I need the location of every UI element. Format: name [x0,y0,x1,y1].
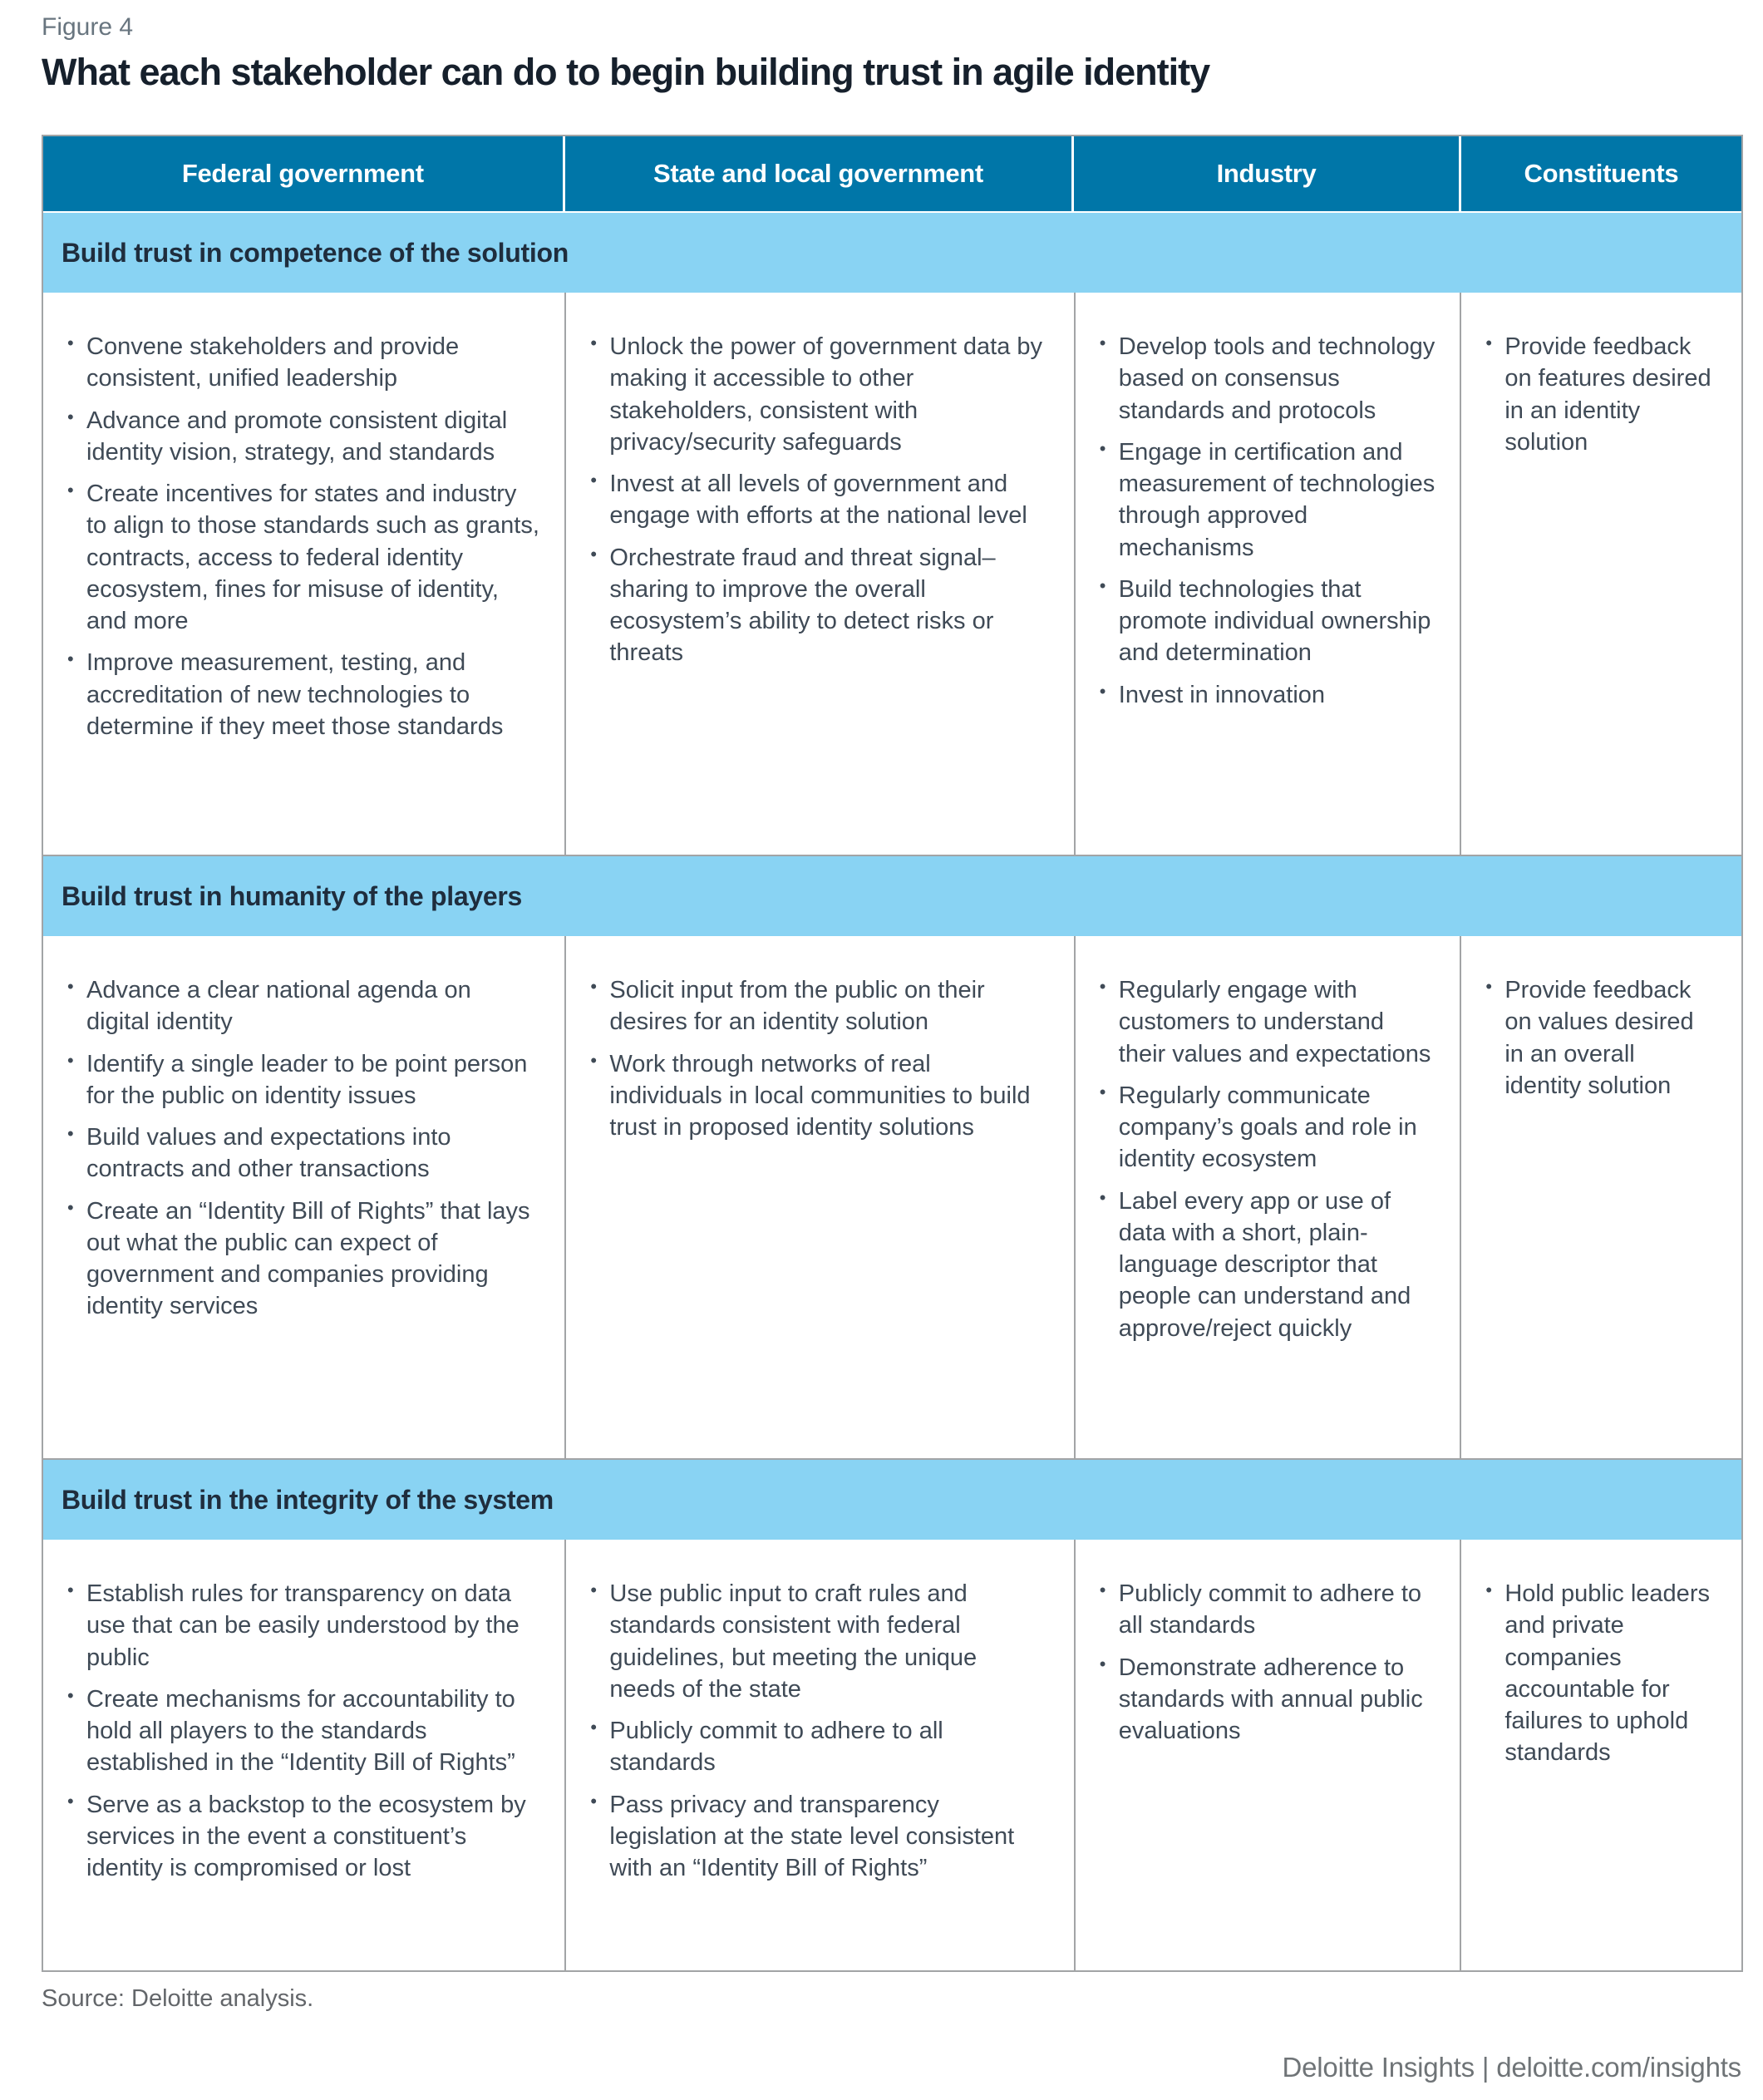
bullet-list-constituents [1483,974,1716,1102]
table-header-row [43,136,1741,211]
bullet-item: • Provide feedback on values desired in an overall identity solution [1483,974,1716,1102]
figure-label: Figure 4 [42,13,134,41]
column-header-industry: Industry [1074,136,1459,211]
bullet-item: • Create an “Identity Bill of Rights” that lays out what the public can expect of government and companies providing identity services [65,1195,539,1323]
cell-humanity-industry [1074,936,1460,1458]
bullet-list-state-local [588,974,1048,1143]
footer-separator: | [1474,2052,1497,2083]
bullet-item: • Regularly engage with customers to understand their values and expectations [1097,974,1436,1070]
bullet-item: • Develop tools and technology based on consensus standards and protocols [1097,331,1436,426]
cell-competence-state-local [564,293,1073,855]
section-row-humanity [43,936,1741,1460]
cell-humanity-constituents [1460,936,1741,1458]
bullet-item: • Create mechanisms for accountability to hold all players to the standards established in the “Identity Bill of Rights” [65,1683,539,1779]
bullet-list-state-local [588,1578,1048,1884]
bullet-list-industry [1097,1578,1436,1747]
source-note: Source: Deloitte analysis. [42,1985,314,2012]
column-header-constituents: Constituents [1461,136,1741,211]
section-heading-competence: Build trust in competence of the solution [43,213,1741,293]
stakeholder-table [42,135,1743,1972]
bullet-list-federal [65,1578,539,1884]
bullet-list-federal [65,974,539,1323]
cell-humanity-federal [43,936,564,1458]
footer-brand: Deloitte Insights [1282,2052,1475,2083]
bullet-item: • Advance and promote consistent digital identity vision, strategy, and standards [65,405,539,469]
bullet-item: • Engage in certification and measurement of technologies through approved mechanisms [1097,436,1436,564]
bullet-item: • Publicly commit to adhere to all standards [588,1715,1048,1779]
bullet-item: • Establish rules for transparency on data use that can be easily understood by the public [65,1578,539,1674]
bullet-item: • Work through networks of real individuals in local communities to build trust in proposed identity solutions [588,1048,1048,1144]
cell-integrity-industry [1074,1540,1460,1970]
section-heading-humanity: Build trust in humanity of the players [43,856,1741,936]
cell-competence-constituents [1460,293,1741,855]
bullet-item: • Advance a clear national agenda on digital identity [65,974,539,1038]
cell-integrity-federal [43,1540,564,1970]
bullet-list-federal [65,331,539,742]
bullet-item: • Identify a single leader to be point person for the public on identity issues [65,1048,539,1112]
bullet-list-industry [1097,331,1436,711]
cell-competence-federal [43,293,564,855]
bullet-item: • Build values and expectations into contracts and other transactions [65,1121,539,1186]
figure-title: What each stakeholder can do to begin building trust in agile identity [42,51,1210,93]
column-header-federal-government: Federal government [43,136,563,211]
bullet-item: • Regularly communicate company’s goals and role in identity ecosystem [1097,1080,1436,1176]
bullet-item: • Invest at all levels of government and engage with efforts at the national level [588,468,1048,532]
bullet-item: • Solicit input from the public on their desires for an identity solution [588,974,1048,1038]
section-heading-integrity: Build trust in the integrity of the system [43,1460,1741,1540]
bullet-list-state-local [588,331,1048,669]
bullet-item: • Invest in innovation [1097,679,1436,711]
bullet-item: • Convene stakeholders and provide consistent, unified leadership [65,331,539,395]
bullet-item: • Publicly commit to adhere to all standards [1097,1578,1436,1642]
bullet-item: • Provide feedback on features desired in an identity solution [1483,331,1716,458]
bullet-item: • Improve measurement, testing, and accreditation of new technologies to determine if they meet those standards [65,647,539,742]
bullet-item: • Build technologies that promote individual ownership and determination [1097,574,1436,669]
bullet-item: • Create incentives for states and industry to align to those standards such as grants, contracts, access to federal identity ecosystem, fines for misuse of identity, and more [65,478,539,637]
bullet-item: • Demonstrate adherence to standards with annual public evaluations [1097,1652,1436,1748]
section-row-integrity [43,1540,1741,1970]
section-row-competence [43,293,1741,856]
cell-integrity-constituents [1460,1540,1741,1970]
bullet-list-industry [1097,974,1436,1344]
cell-humanity-state-local [564,936,1073,1458]
column-header-state-local-government: State and local government [565,136,1072,211]
cell-competence-industry [1074,293,1460,855]
bullet-list-constituents [1483,331,1716,458]
bullet-item: • Unlock the power of government data by making it accessible to other stakeholders, consistent with privacy/security safeguards [588,331,1048,458]
bullet-list-constituents [1483,1578,1716,1769]
bullet-item: • Label every app or use of data with a short, plain-language descriptor that people can understand and approve/reject quickly [1097,1186,1436,1344]
cell-integrity-state-local [564,1540,1073,1970]
bullet-item: • Use public input to craft rules and standards consistent with federal guidelines, but meeting the unique needs of the state [588,1578,1048,1705]
footer [1283,2052,1742,2083]
footer-url: deloitte.com/insights [1496,2052,1741,2083]
bullet-item: • Pass privacy and transparency legislation at the state level consistent with an “Identity Bill of Rights” [588,1789,1048,1885]
bullet-item: • Hold public leaders and private companies accountable for failures to uphold standards [1483,1578,1716,1769]
bullet-item: • Orchestrate fraud and threat signal–sharing to improve the overall ecosystem’s ability to detect risks or threats [588,542,1048,669]
bullet-item: • Serve as a backstop to the ecosystem by services in the event a constituent’s identity is compromised or lost [65,1789,539,1885]
